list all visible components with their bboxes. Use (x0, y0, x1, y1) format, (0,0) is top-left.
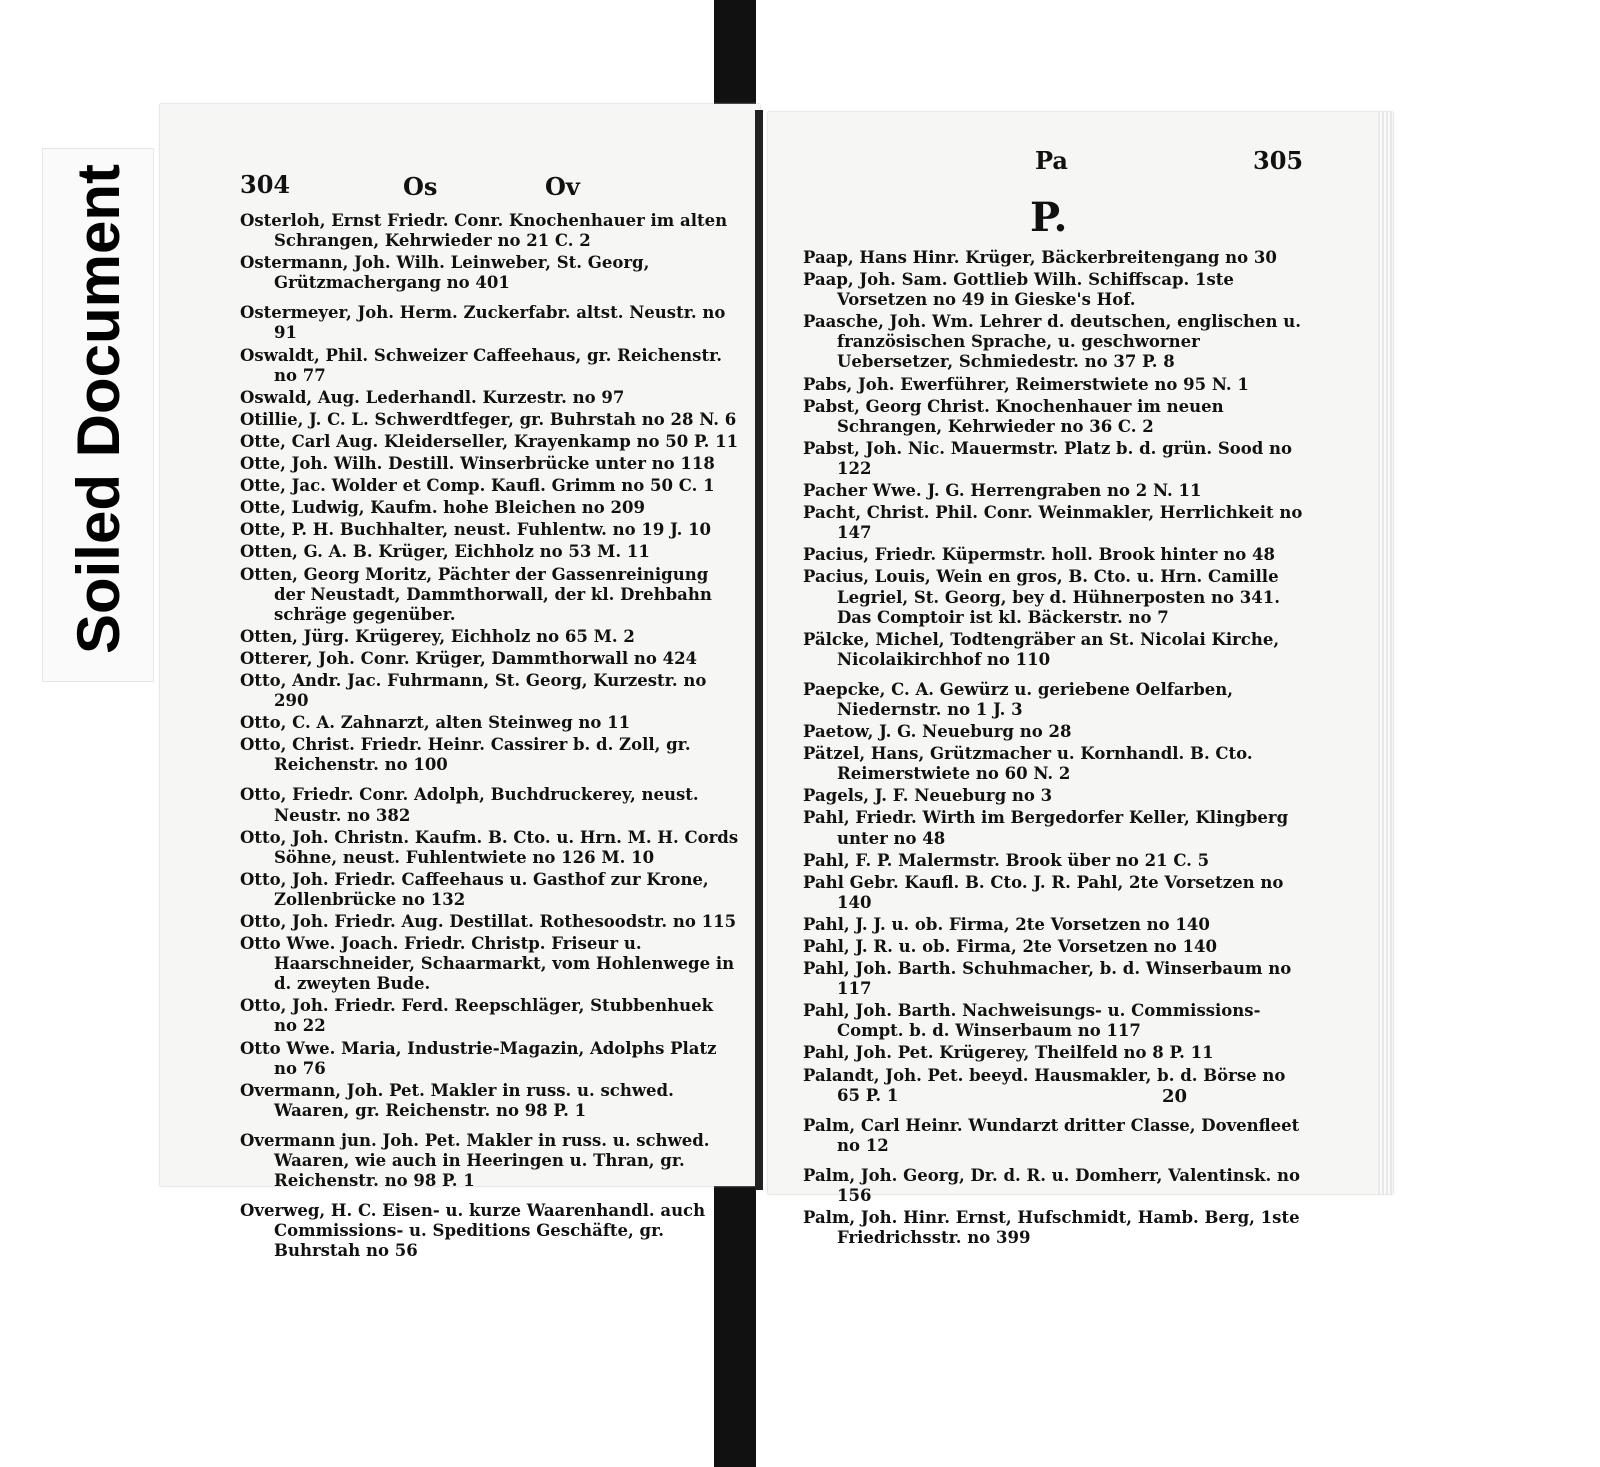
directory-entry: Pahl, Joh. Pet. Krügerey, Theilfeld no 8 P. 11 (803, 1043, 1214, 1063)
directory-entry: Palandt, Joh. Pet. beeyd. Hausmakler, b. d. Börse no 65 P. 1 (803, 1065, 1286, 1105)
directory-entry: Oswald, Aug. Lederhandl. Kurzestr. no 97 (240, 387, 625, 407)
directory-entry: Otten, G. A. B. Krüger, Eichholz no 53 M. 11 (240, 542, 650, 562)
directory-entry: Pabst, Georg Christ. Knochenhauer im neuen Schrangen, Kehrwieder no 36 C. 2 (803, 396, 1224, 436)
left-entry-list (240, 211, 740, 1264)
left-header-last: Ov (545, 172, 580, 201)
directory-entry: Otto Wwe. Joach. Friedr. Christp. Friseur u. Haarschneider, Schaarmarkt, vom Hohlenwege in d. zweyten Bude. (240, 934, 735, 994)
directory-entry: Pätzel, Hans, Grützmacher u. Kornhandl. B. Cto. Reimerstwiete no 60 N. 2 (803, 744, 1253, 784)
directory-entry: Pagels, J. F. Neueburg no 3 (803, 786, 1053, 806)
directory-entry: Paetow, J. G. Neueburg no 28 (803, 722, 1072, 742)
right-header: Pa (1035, 146, 1068, 175)
directory-entry: Palm, Carl Heinr. Wundarzt dritter Classe, Dovenfleet no 12 (803, 1115, 1300, 1155)
signature-mark: 20 (1162, 1086, 1188, 1107)
directory-entry: Otte, Joh. Wilh. Destill. Winserbrücke unter no 118 (240, 454, 715, 474)
directory-entry: Paepcke, C. A. Gewürz u. geriebene Oelfarben, Niedernstr. no 1 J. 3 (803, 679, 1234, 719)
binding-strap-top (714, 0, 756, 120)
directory-entry: Ostermann, Joh. Wilh. Leinweber, St. Georg, Grützmachergang no 401 (240, 253, 650, 293)
directory-entry: Otto, Joh. Friedr. Ferd. Reepschläger, Stubbenhuek no 22 (240, 996, 714, 1036)
directory-entry: Otto, Joh. Friedr. Caffeehaus u. Gasthof zur Krone, Zollenbrücke no 132 (240, 869, 709, 909)
directory-entry: Pahl, J. J. u. ob. Firma, 2te Vorsetzen no 140 (803, 914, 1210, 934)
directory-entry: Pacius, Friedr. Küpermstr. holl. Brook hinter no 48 (803, 545, 1275, 565)
directory-entry: Ostermeyer, Joh. Herm. Zuckerfabr. altst. Neustr. no 91 (240, 303, 726, 343)
directory-entry: Osterloh, Ernst Friedr. Conr. Knochenhauer im alten Schrangen, Kehrwieder no 21 C. 2 (240, 211, 728, 251)
page-edge (1378, 112, 1392, 1194)
directory-entry: Oswaldt, Phil. Schweizer Caffeehaus, gr. Reichenstr. no 77 (240, 345, 723, 385)
directory-entry: Otte, P. H. Buchhalter, neust. Fuhlentw. no 19 J. 10 (240, 520, 712, 540)
right-page-number: 305 (1253, 146, 1304, 175)
directory-entry: Pälcke, Michel, Todtengräber an St. Nicolai Kirche, Nicolaikirchhof no 110 (803, 629, 1280, 669)
directory-entry: Paap, Hans Hinr. Krüger, Bäckerbreitengang no 30 (803, 248, 1277, 267)
directory-entry: Pacius, Louis, Wein en gros, B. Cto. u. Hrn. Camille Legriel, St. Georg, bey d. Hühnerposten no 341. Das Comptoir ist kl. Bäckerstr. no 7 (803, 567, 1280, 627)
directory-entry: Overweg, H. C. Eisen- u. kurze Waarenhandl. auch Commissions- u. Speditions Geschäfte, gr. Buhrstah no 56 (240, 1201, 706, 1261)
directory-entry: Otto, Christ. Friedr. Heinr. Cassirer b. d. Zoll, gr. Reichenstr. no 100 (240, 735, 691, 775)
left-page-number: 304 (240, 170, 291, 199)
directory-entry: Otto, Friedr. Conr. Adolph, Buchdruckerey, neust. Neustr. no 382 (240, 785, 699, 825)
directory-entry: Pahl, F. P. Malermstr. Brook über no 21 C. 5 (803, 850, 1210, 870)
soiled-document-stamp (42, 148, 154, 682)
directory-entry: Overmann, Joh. Pet. Makler in russ. u. schwed. Waaren, gr. Reichenstr. no 98 P. 1 (240, 1080, 674, 1120)
directory-entry: Pabst, Joh. Nic. Mauermstr. Platz b. d. grün. Sood no 122 (803, 438, 1293, 478)
right-entry-list (803, 248, 1313, 1250)
stamp-text: Soiled Document (65, 163, 132, 655)
directory-entry: Palm, Joh. Hinr. Ernst, Hufschmidt, Hamb. Berg, 1ste Friedrichsstr. no 399 (803, 1208, 1300, 1248)
directory-entry: Pacher Wwe. J. G. Herrengraben no 2 N. 11 (803, 481, 1202, 501)
directory-entry: Otto, Joh. Friedr. Aug. Destillat. Rothesoodstr. no 115 (240, 912, 737, 931)
directory-entry: Otterer, Joh. Conr. Krüger, Dammthorwall no 424 (240, 648, 698, 668)
directory-entry: Otten, Jürg. Krügerey, Eichholz no 65 M. 2 (240, 626, 635, 646)
directory-entry: Otto Wwe. Maria, Industrie-Magazin, Adolphs Platz no 76 (240, 1038, 717, 1078)
directory-entry: Pahl, Joh. Barth. Nachweisungs- u. Commissions-Compt. b. d. Winserbaum no 117 (803, 1001, 1261, 1041)
directory-entry: Otte, Jac. Wolder et Comp. Kaufl. Grimm no 50 C. 1 (240, 476, 715, 496)
left-header-first: Os (403, 172, 438, 201)
directory-entry: Palm, Joh. Georg, Dr. d. R. u. Domherr, Valentinsk. no 156 (803, 1165, 1300, 1206)
book-gutter (755, 110, 763, 1190)
directory-entry: Otten, Georg Moritz, Pächter der Gassenreinigung der Neustadt, Dammthorwall, der kl. Drehbahn schräge gegenüber. (240, 564, 712, 624)
directory-entry: Paap, Joh. Sam. Gottlieb Wilh. Schiffscap. 1ste Vorsetzen no 49 in Gieske's Hof. (803, 270, 1234, 310)
directory-entry: Otto, Joh. Christn. Kaufm. B. Cto. u. Hrn. M. H. Cords Söhne, neust. Fuhlentwiete no 126 M. 10 (240, 827, 739, 867)
directory-entry: Pahl Gebr. Kaufl. B. Cto. J. R. Pahl, 2te Vorsetzen no 140 (803, 872, 1284, 912)
directory-entry: Pacht, Christ. Phil. Conr. Weinmakler, Herrlichkeit no 147 (803, 503, 1303, 543)
directory-entry: Overmann jun. Joh. Pet. Makler in russ. u. schwed. Waaren, wie auch in Heeringen u. Thran, gr. Reichenstr. no 98 P. 1 (240, 1130, 710, 1191)
directory-entry: Pahl, Joh. Barth. Schuhmacher, b. d. Winserbaum no 117 (803, 959, 1292, 999)
directory-entry: Otillie, J. C. L. Schwerdtfeger, gr. Buhrstah no 28 N. 6 (240, 409, 737, 429)
directory-entry: Otto, Andr. Jac. Fuhrmann, St. Georg, Kurzestr. no 290 (240, 670, 707, 711)
directory-entry: Otto, C. A. Zahnarzt, alten Steinweg no 11 (240, 713, 631, 733)
directory-entry: Pahl, J. R. u. ob. Firma, 2te Vorsetzen no 140 (803, 937, 1217, 956)
section-letter: P. (1030, 194, 1068, 241)
directory-entry: Pahl, Friedr. Wirth im Bergedorfer Keller, Klingberg unter no 48 (803, 808, 1289, 848)
directory-entry: Otte, Carl Aug. Kleiderseller, Krayenkamp no 50 P. 11 (240, 431, 739, 451)
directory-entry: Paasche, Joh. Wm. Lehrer d. deutschen, englischen u. französischen Sprache, u. geschworner Uebersetzer, Schmiedestr. no 37 P. 8 (803, 312, 1302, 372)
directory-entry: Pabs, Joh. Ewerführer, Reimerstwiete no 95 N. 1 (803, 374, 1249, 394)
directory-entry: Otte, Ludwig, Kaufm. hohe Bleichen no 209 (240, 498, 645, 518)
